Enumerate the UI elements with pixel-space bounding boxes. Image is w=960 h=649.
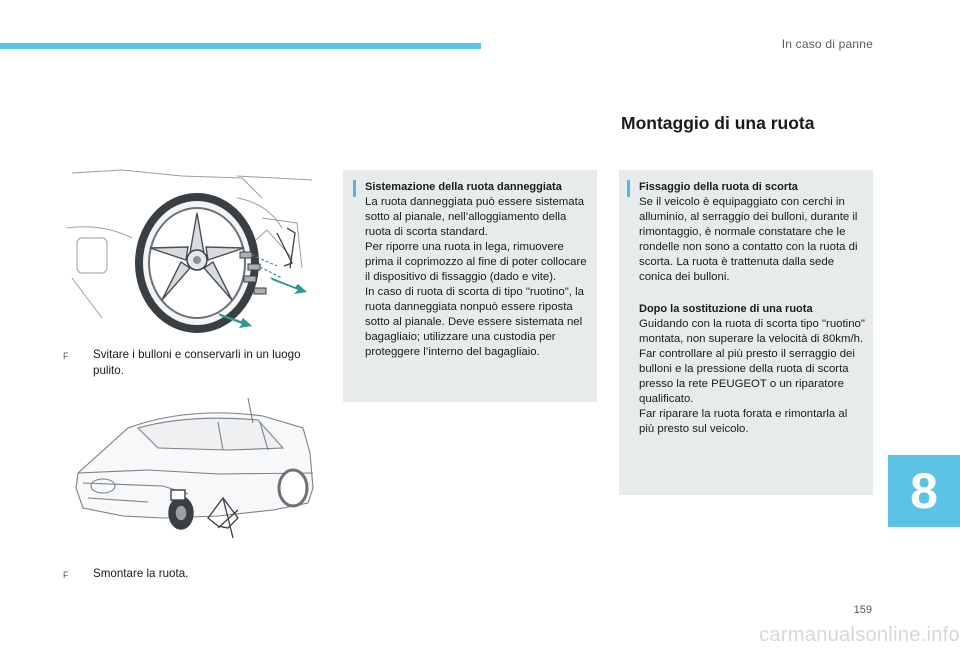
page-title: Montaggio di una ruota (621, 113, 815, 133)
accent-marker (353, 180, 356, 197)
step-bullet: F (63, 351, 69, 361)
box-body: Guidando con la ruota di scorta tipo "ruotino" montata, non superare la velocità di 80km/h. Far controllare al più presto il serraggio dei bulloni e la pressione della ruota di scorta presso la rete PEUGEOT o un riparatore qualificato. Far riparare la ruota forata e rimontarla al più presto sul veicolo. (639, 318, 865, 435)
accent-marker (627, 180, 630, 197)
wheel-bolts-illustration (62, 168, 312, 334)
info-box-damaged-wheel (343, 170, 597, 402)
box-heading: Dopo la sostituzione di una ruota (639, 303, 813, 315)
car-jack-illustration (68, 398, 318, 544)
step-text: Svitare i bulloni e conservarli in un luogo pulito. (93, 348, 301, 377)
info-group (639, 180, 865, 285)
step-bullet: F (63, 570, 69, 580)
box-body: La ruota danneggiata può essere sistemata sotto al pianale, nell’alloggiamento della ruota di scorta standard. Per riporre una ruota in lega, rimuovere prima il coprimozzo al fine di poter collocare il dispositivo di fissaggio (dado e vite). In caso di ruota di scorta di tipo "ruotino", la ruota danneggiata nonpuò essere riposta sotto al pianale. Deve essere sistemata nel bagagliaio; utilizzare una custodia per proteggere l’interno del bagagliaio. (365, 196, 587, 358)
box-heading: Fissaggio della ruota di scorta (639, 181, 798, 193)
box-body: Se il veicolo è equipaggiato con cerchi in alluminio, al serraggio dei bulloni, durante il rimontaggio, è normale constatare che le rondelle non sono a contatto con la ruota di scorta. La ruota è trattenuta dalla sede conica dei bulloni. (639, 196, 858, 283)
step-remove-wheel (63, 566, 323, 582)
info-group (639, 302, 865, 437)
chapter-number: 8 (910, 463, 938, 519)
info-box-spare-wheel (619, 170, 873, 495)
step-text: Smontare la ruota. (93, 567, 189, 580)
watermark: carmanualsonline.info (759, 624, 960, 646)
box-heading: Sistemazione della ruota danneggiata (365, 181, 562, 193)
info-group (365, 180, 589, 360)
top-accent-bar (0, 43, 481, 49)
section-title: In caso di panne (781, 37, 873, 51)
step-unscrew-bolts (63, 347, 323, 379)
page-number: 159 (853, 604, 872, 616)
